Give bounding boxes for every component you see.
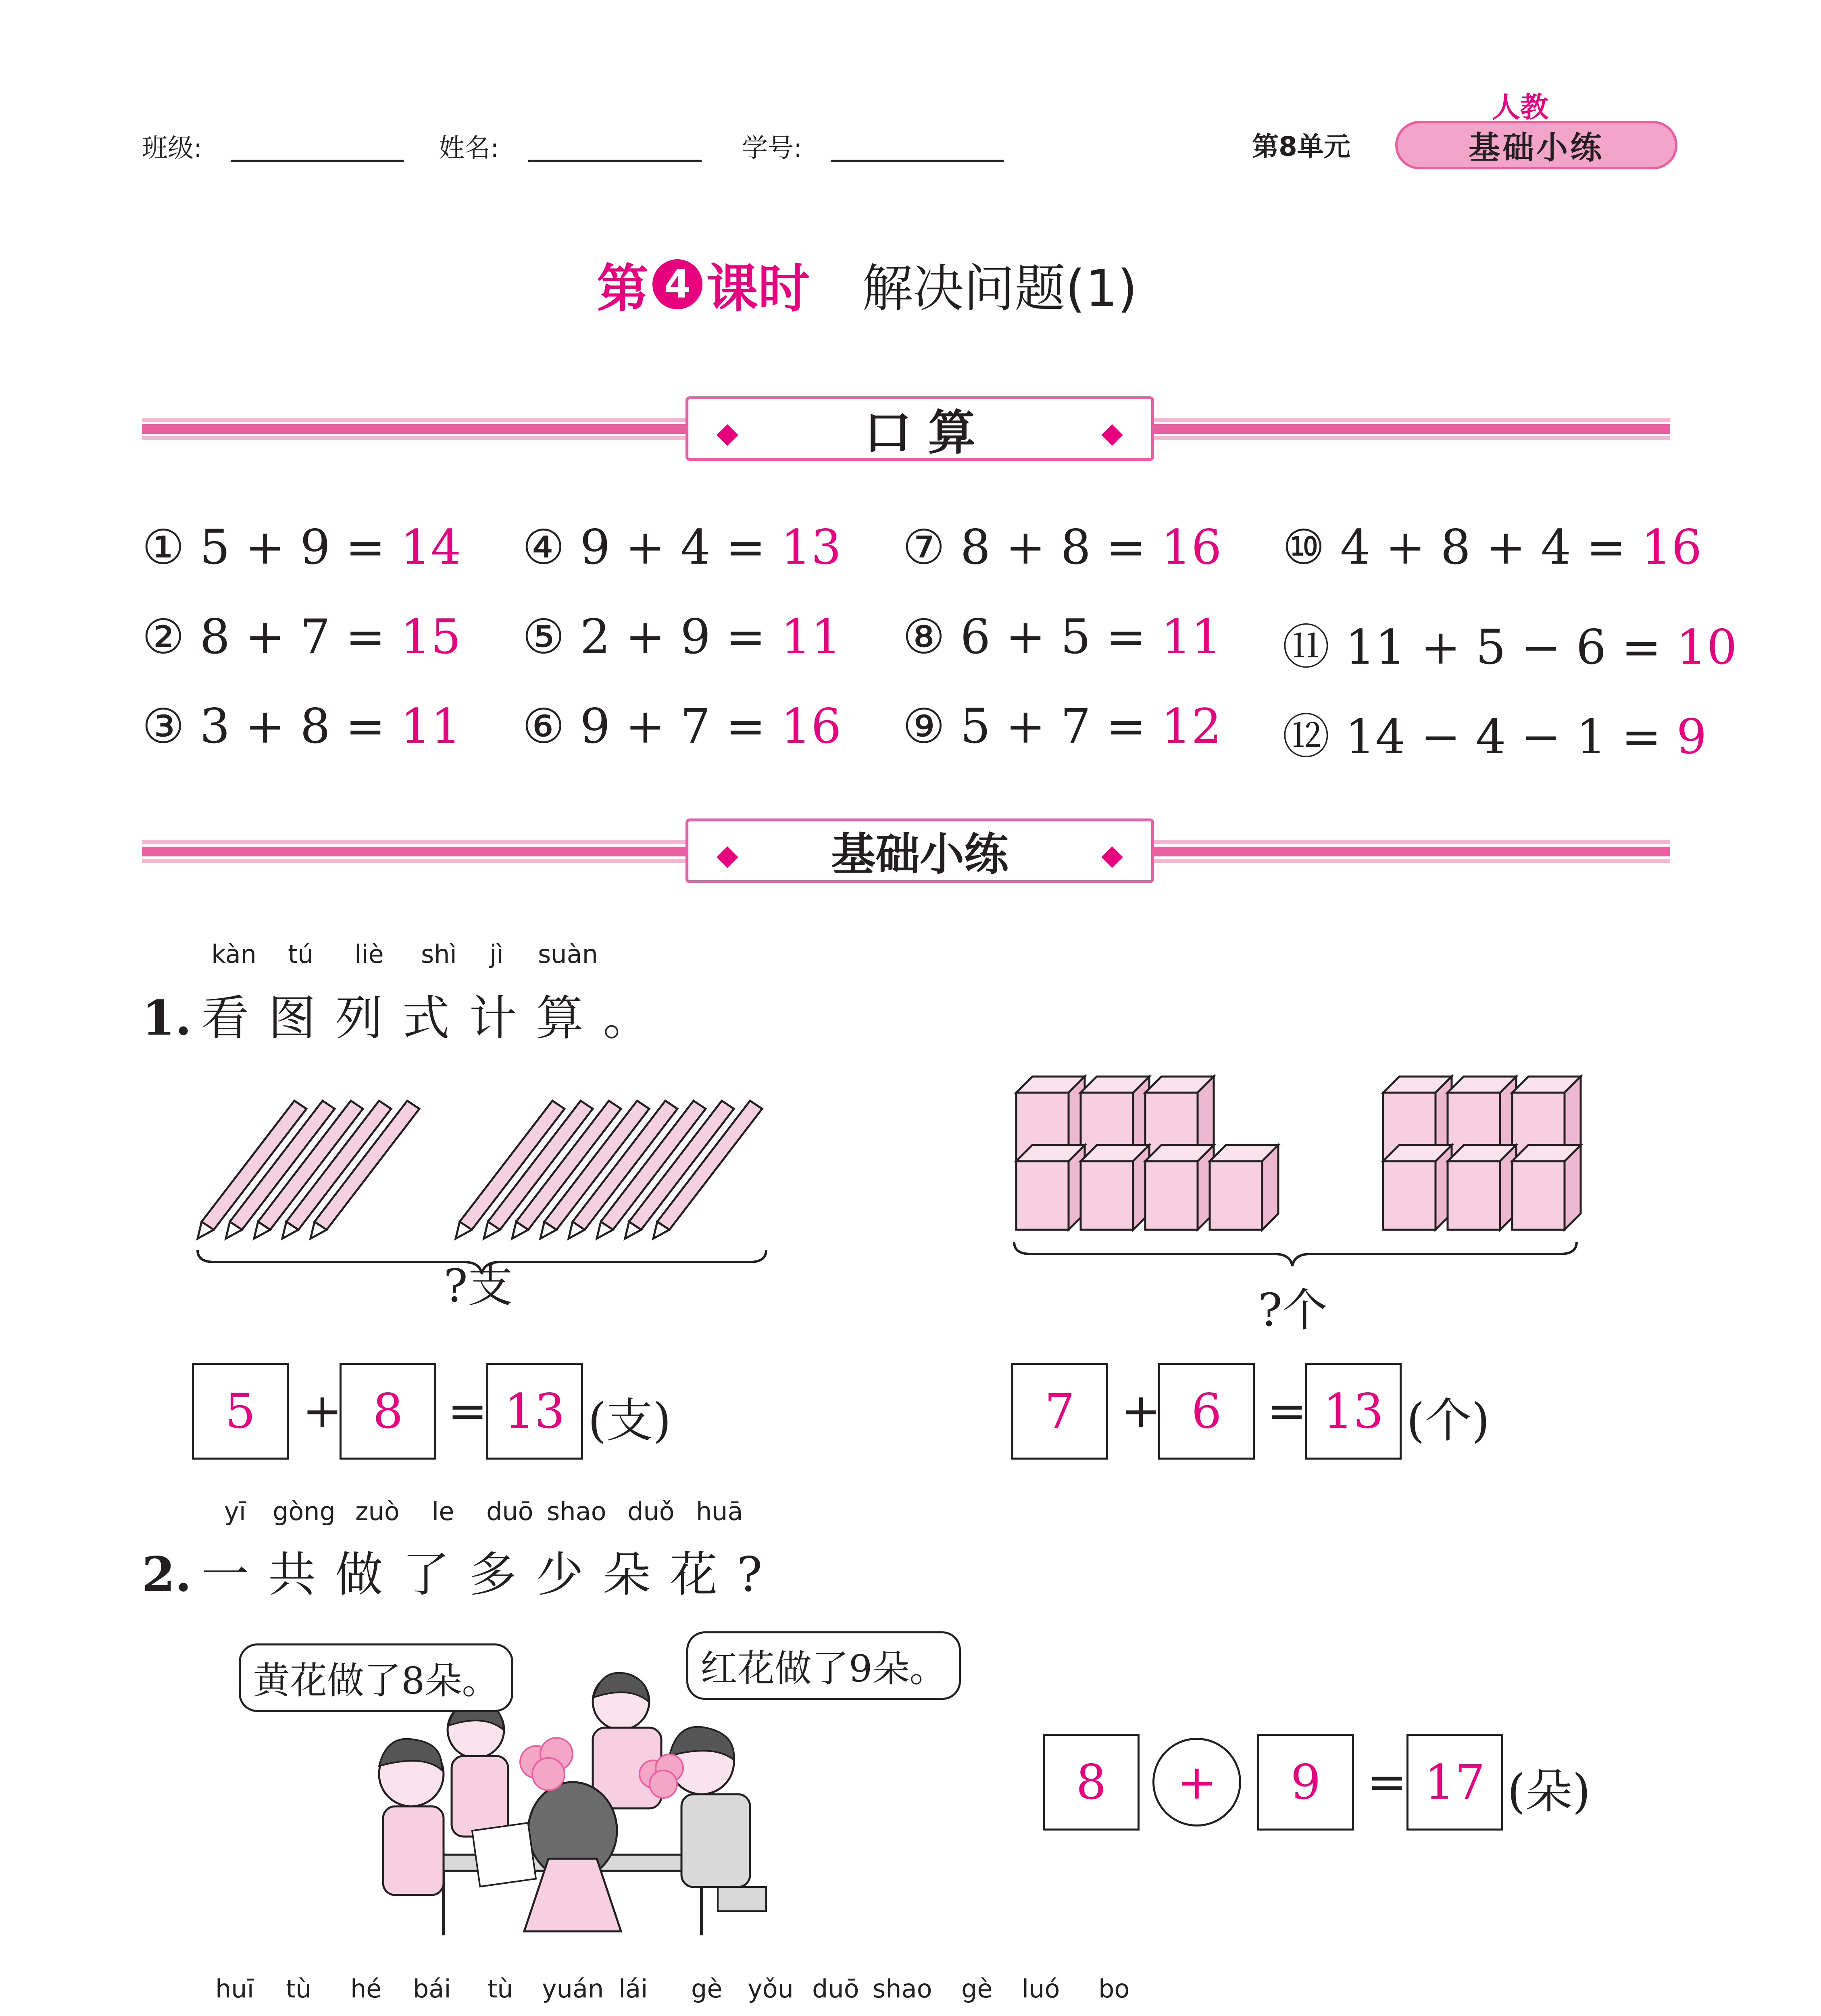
- oral-item: [522, 519, 841, 575]
- lesson-prefix: 第: [597, 259, 649, 319]
- answer-box[interactable]: 8: [340, 1363, 436, 1460]
- question-number: 2.: [142, 1546, 192, 1602]
- operator-circle[interactable]: [1152, 1738, 1241, 1826]
- item-number: ②: [142, 609, 185, 664]
- oral-item: [902, 698, 1221, 754]
- item-number: ①: [142, 519, 185, 575]
- answer: 16: [781, 698, 842, 754]
- item-number: ④: [522, 519, 565, 575]
- expression: 4 + 8 + 4 =: [1340, 519, 1626, 575]
- diamond-icon: ◆: [1101, 416, 1123, 449]
- pencil-group-left: [198, 1101, 419, 1239]
- equals-sign: =: [1267, 1383, 1307, 1439]
- practice-heading: 基础小练: [831, 829, 1008, 880]
- question-number: 1.: [142, 990, 192, 1046]
- series-badge: [1395, 121, 1677, 169]
- item-number: ⑫: [1282, 709, 1330, 764]
- brace: [1014, 1242, 1577, 1266]
- answer-box[interactable]: 8: [1043, 1734, 1140, 1831]
- diamond-icon: ◆: [717, 416, 738, 449]
- q1-question: [142, 980, 670, 1048]
- oral-heading: 口 算: [864, 405, 976, 460]
- answer-box[interactable]: 5: [192, 1363, 289, 1460]
- plus-sign: +: [302, 1383, 342, 1439]
- expression: 2 + 9 =: [580, 609, 766, 664]
- lesson-number: 4: [664, 262, 691, 307]
- answer: 9: [1676, 709, 1707, 764]
- oral-item: [1282, 698, 1707, 767]
- answer: 14: [400, 519, 461, 575]
- answer: 12: [1161, 698, 1222, 754]
- answer: 11: [1161, 609, 1222, 664]
- answer-box[interactable]: 13: [1305, 1363, 1402, 1460]
- lesson-number-badge: [652, 259, 702, 309]
- unit-label: (支): [588, 1393, 671, 1448]
- expression: 3 + 8 =: [200, 698, 385, 754]
- equals-sign: =: [448, 1383, 488, 1439]
- lesson-suffix: 课时: [706, 259, 810, 319]
- question-text: 看图列式计算。: [201, 990, 670, 1046]
- oral-item: [142, 698, 461, 754]
- unit-label: (朵): [1507, 1764, 1591, 1819]
- class-field[interactable]: [231, 160, 404, 162]
- expression: 5 + 9 =: [200, 519, 385, 575]
- oral-item: [142, 609, 461, 664]
- practice-banner: [685, 818, 1154, 883]
- speech-bubble-yellow-flowers: 黄花做了8朵。: [239, 1643, 513, 1712]
- oral-item: [522, 698, 841, 754]
- cube-group-right: [1383, 1077, 1581, 1230]
- speech-bubble-red-flowers: 红花做了9朵。: [686, 1631, 961, 1700]
- oral-item: [1282, 519, 1702, 575]
- lesson-topic: 解决问题(1): [862, 258, 1138, 318]
- answer: 15: [400, 609, 461, 664]
- diamond-icon: ◆: [717, 838, 738, 871]
- student-id-label: 学号:: [742, 133, 802, 163]
- q3-question: [142, 2013, 1183, 2016]
- item-number: ⑩: [1282, 519, 1325, 575]
- expression: 11 + 5 − 6 =: [1345, 619, 1661, 675]
- expression: 5 + 7 =: [960, 698, 1146, 754]
- oral-item: [902, 609, 1221, 664]
- oral-item: [902, 519, 1221, 575]
- oral-banner: [685, 396, 1154, 461]
- series-name: 基础小练: [1468, 130, 1604, 166]
- pencil-group-right: [456, 1101, 762, 1239]
- item-number: ⑤: [522, 609, 565, 664]
- answer: 16: [1161, 519, 1222, 575]
- answer: 10: [1676, 619, 1737, 675]
- q1-left-label: ?支: [444, 1260, 513, 1312]
- cubes-illustration: [1008, 1064, 1593, 1290]
- answer-box[interactable]: 17: [1406, 1734, 1503, 1831]
- item-number: ⑦: [902, 519, 945, 575]
- unit-label: (个): [1406, 1393, 1490, 1448]
- expression: 14 − 4 − 1 =: [1345, 709, 1661, 764]
- unit-label: 第8单元: [1252, 131, 1350, 162]
- answer-box[interactable]: 13: [486, 1363, 583, 1460]
- plus-sign: +: [1177, 1754, 1217, 1810]
- answer: 13: [781, 519, 842, 575]
- answer-box[interactable]: 9: [1257, 1734, 1354, 1831]
- answer: 11: [781, 609, 842, 664]
- name-label: 姓名:: [439, 133, 499, 163]
- q2-question: [142, 1536, 781, 1605]
- item-number: ⑪: [1282, 619, 1330, 675]
- expression: 9 + 4 =: [580, 519, 766, 575]
- expression: 9 + 7 =: [580, 698, 766, 754]
- question-text: 一共做了多少朵花?: [201, 1547, 782, 1602]
- series-top-label: 人教: [1492, 91, 1548, 124]
- class-label: 班级:: [142, 133, 202, 163]
- answer: 11: [400, 698, 461, 754]
- answer-box[interactable]: 6: [1158, 1363, 1255, 1460]
- oral-item: [522, 609, 841, 664]
- answer: 16: [1641, 519, 1702, 575]
- lesson-title: [597, 250, 1138, 319]
- diamond-icon: ◆: [1101, 838, 1123, 871]
- name-field[interactable]: [528, 160, 702, 162]
- item-number: ⑨: [902, 698, 945, 754]
- plus-sign: +: [1121, 1383, 1161, 1439]
- oral-item: [142, 519, 461, 575]
- answer-box[interactable]: 7: [1011, 1363, 1108, 1460]
- equals-sign: =: [1367, 1754, 1407, 1810]
- oral-item: [1282, 609, 1737, 677]
- q1-right-label: ?个: [1258, 1284, 1328, 1337]
- item-number: ③: [142, 698, 185, 754]
- item-number: ⑧: [902, 609, 945, 664]
- item-number: ⑥: [522, 698, 565, 754]
- student-id-field[interactable]: [831, 160, 1004, 162]
- expression: 6 + 5 =: [960, 609, 1146, 664]
- expression: 8 + 7 =: [200, 609, 385, 664]
- cube-group-left: [1016, 1077, 1278, 1230]
- expression: 8 + 8 =: [960, 519, 1146, 575]
